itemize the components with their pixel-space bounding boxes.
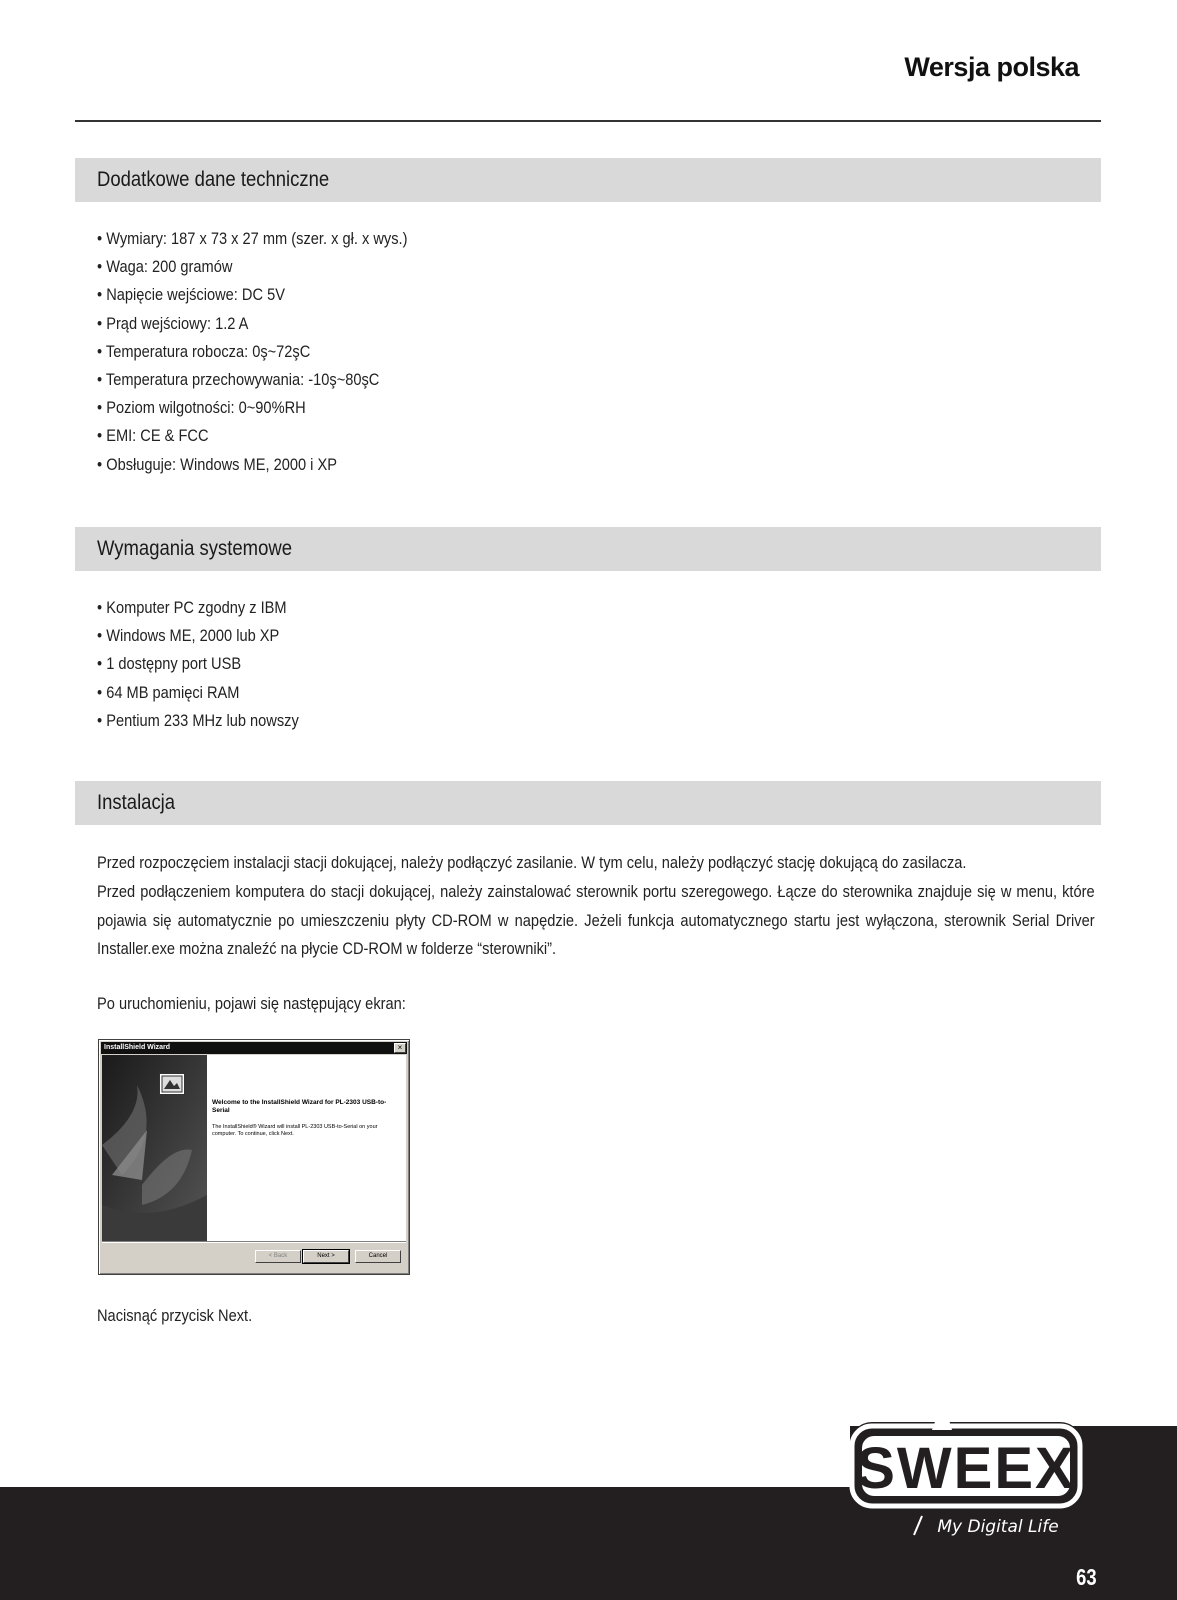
section-heading-text: Instalacja: [97, 791, 176, 814]
paragraph: Po uruchomieniu, pojawi się następujący ekran:: [97, 994, 406, 1013]
list-item: • EMI: CE & FCC: [97, 422, 407, 450]
wizard-side-artwork: [102, 1055, 207, 1241]
section-heading-installation: [75, 781, 1101, 825]
paragraph: Przed rozpoczęciem instalacji stacji dokującej, należy podłączyć zasilanie. W tym celu, należy podłączyć stację dokującą do zasilacza.: [97, 853, 967, 872]
next-instruction: [97, 1302, 1097, 1331]
list-item: • Temperatura przechowywania: -10ş~80şC: [97, 366, 407, 394]
list-item: • Komputer PC zgodny z IBM: [97, 594, 299, 622]
installation-driver-text: [97, 878, 1097, 964]
wizard-content-panel: [207, 1055, 406, 1241]
list-item: • Pentium 233 MHz lub nowszy: [97, 707, 299, 735]
screen-intro: [97, 990, 1097, 1019]
list-item: • Poziom wilgotności: 0~90%RH: [97, 394, 407, 422]
close-icon: ×: [394, 1043, 406, 1053]
installer-logo-icon: [159, 1073, 185, 1095]
list-item: • Prąd wejściowy: 1.2 A: [97, 310, 407, 338]
wizard-separator: [102, 1241, 406, 1243]
installation-intro: [97, 849, 1097, 878]
back-button: < Back: [255, 1250, 301, 1263]
paragraph: Przed podłączeniem komputera do stacji dokującej, należy zainstalować sterownik portu szeregowego. Łącze do sterownika znajduje się w menu, które pojawia się automatycznie po umieszczeniu płyty CD-ROM w napędzie. Jeżeli funkcja automatycznego startu jest wyłączona, sterownik Serial Driver Installer.exe można znaleźć na płycie CD-ROM w folderze “sterowniki”.: [97, 882, 1095, 958]
section-heading-text: Wymagania systemowe: [97, 537, 292, 560]
list-item: • Wymiary: 187 x 73 x 27 mm (szer. x gł. x wys.): [97, 225, 407, 253]
paragraph: Nacisnąć przycisk Next.: [97, 1306, 253, 1325]
list-item: • Obsługuje: Windows ME, 2000 i XP: [97, 451, 407, 479]
system-requirements-list: [97, 594, 332, 735]
wizard-heading: Welcome to the InstallShield Wizard for PL-2303 USB-to-Serial: [212, 1099, 387, 1114]
list-item: • Waga: 200 gramów: [97, 253, 407, 281]
header-divider: [75, 120, 1101, 122]
page-number: 63: [1076, 1564, 1097, 1590]
wizard-titlebar: [101, 1042, 407, 1054]
wizard-title: InstallShield Wizard: [104, 1044, 171, 1051]
svg-text:My Digital Life: My Digital Life: [937, 1517, 1059, 1537]
technical-specs-list: [97, 225, 458, 479]
next-button: Next >: [303, 1250, 349, 1263]
sweex-logo: [848, 1400, 1106, 1555]
section-heading-text: Dodatkowe dane techniczne: [97, 168, 330, 191]
cancel-button: Cancel: [355, 1250, 401, 1263]
list-item: • Temperatura robocza: 0ş~72şC: [97, 338, 407, 366]
list-item: • 64 MB pamięci RAM: [97, 679, 299, 707]
list-item: • Napięcie wejściowe: DC 5V: [97, 281, 407, 309]
wizard-description: The InstallShield® Wizard will install PL-2303 USB-to-Serial on your computer. To continue, click Next.: [212, 1124, 378, 1137]
page-header-title: Wersja polska: [904, 52, 1079, 82]
section-heading-technical: [75, 158, 1101, 202]
installshield-wizard-screenshot: [98, 1039, 410, 1275]
svg-text:SWEEX: SWEEX: [856, 1436, 1076, 1501]
list-item: • Windows ME, 2000 lub XP: [97, 622, 299, 650]
section-heading-requirements: [75, 527, 1101, 571]
list-item: • 1 dostępny port USB: [97, 650, 299, 678]
